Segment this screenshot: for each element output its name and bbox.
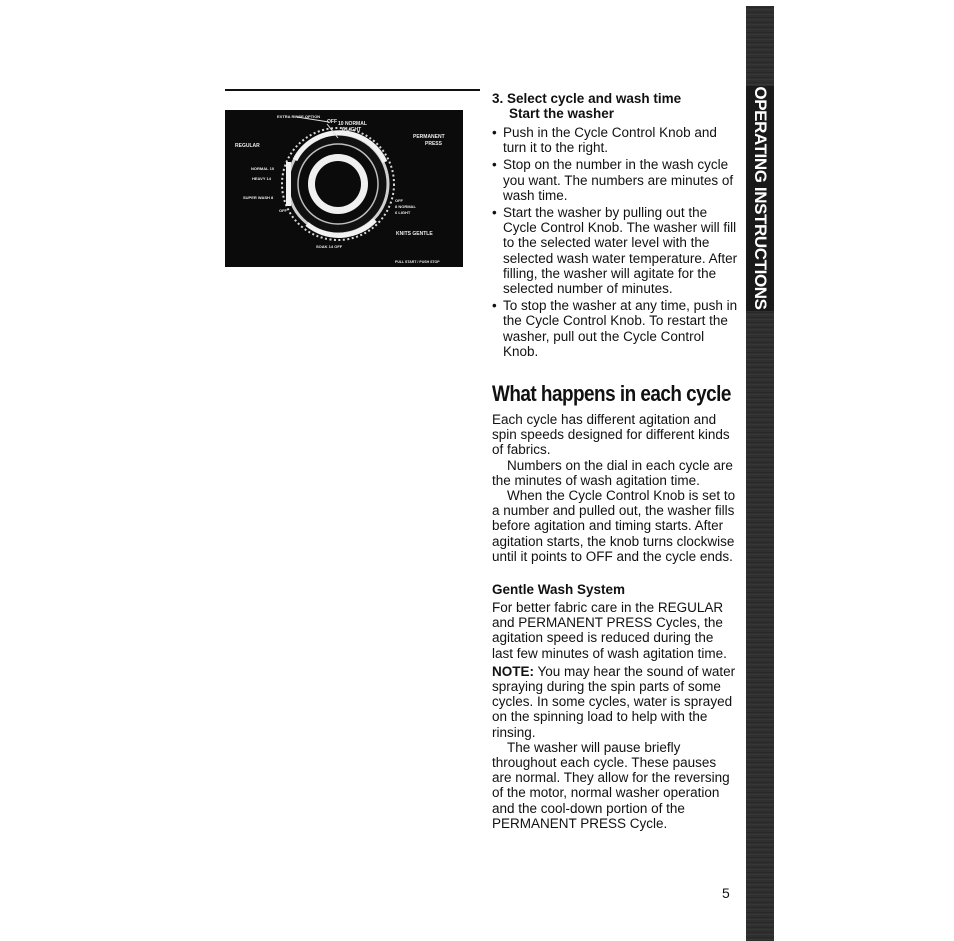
- side-tab-label: OPERATING INSTRUCTIONS: [751, 86, 770, 310]
- cycle-dial-illustration: [225, 110, 463, 267]
- step3-subtitle: Start the washer: [509, 106, 615, 121]
- dial-label-off-top: OFF: [327, 119, 337, 125]
- step3-section: [492, 91, 738, 361]
- dial-label-10-normal: 10 NORMAL: [338, 121, 367, 127]
- step3-title: 3. Select cycle and wash time: [492, 91, 682, 106]
- dial-label-regular: REGULAR: [235, 143, 260, 149]
- dial-label-soak: SOAK 14 OFF: [316, 244, 343, 249]
- gentle-wash-heading: Gentle Wash System: [492, 582, 626, 598]
- pause-para: The washer will pause briefly throughout each cycle. These pauses are normal. They allow for the reversing of the motor, normal washer operation and the cool-down portion of the PERMANENT PRESS Cycle.: [492, 739, 730, 831]
- dial-label-heavy-14: HEAVY 14: [252, 176, 271, 181]
- page-number: 5: [722, 885, 730, 901]
- dial-label-normal-10: NORMAL 10: [251, 166, 275, 171]
- cycle-para-1: Each cycle has different agitation and spin speeds designed for different kinds of fabrics.: [492, 412, 730, 458]
- step3-bullet: • To stop the washer at any time, push in the Cycle Control Knob. To restart the washer, pull out the Cycle Control Knob.: [492, 298, 738, 359]
- gentle-wash-para: For better fabric care in the REGULAR and PERMANENT PRESS Cycles, the agitation speed is reduced during the last few minutes of wash agitation time.: [492, 600, 727, 661]
- cycle-section-heading: What happens in each cycle: [492, 381, 731, 406]
- dial-label-6-light-2: 6 LIGHT: [395, 210, 411, 215]
- cycle-section-body: [492, 412, 738, 831]
- dial-label-permanent: PERMANENT: [413, 134, 445, 140]
- side-tab-label-wrap: [747, 86, 773, 310]
- dial-label-press: PRESS: [425, 141, 442, 147]
- step3-heading: [492, 91, 738, 121]
- dial-label-super-wash: SUPER WASH 8: [243, 195, 274, 200]
- step3-bullet: • Start the washer by pulling out the Cycle Control Knob. The washer will fill to the selected water level with the selected wash water temperature. After filling, the washer will agitate for the selected number of minutes.: [492, 205, 738, 296]
- dial-label-extra-rinse: EXTRA RINSE OPTION: [277, 114, 321, 119]
- dial-knob-center: [315, 161, 361, 207]
- step3-bullet: • Stop on the number in the wash cycle you want. The numbers are minutes of wash time.: [492, 157, 738, 203]
- note-label: NOTE:: [492, 663, 534, 679]
- dial-label-6-light: 6 LIGHT: [342, 127, 362, 133]
- step3-bullet-list: [492, 125, 738, 359]
- dial-label-8-normal: 8 NORMAL: [395, 204, 416, 209]
- dial-label-off-left: OFF: [279, 208, 287, 213]
- note-text: You may hear the sound of water spraying during the spin parts of some cycles. In some cycles, water is sprayed on the spinning load to help with the rinsing.: [492, 663, 736, 740]
- cycle-para-3: When the Cycle Control Knob is set to a number and pulled out, the washer fills before agitation and timing starts. After agitation starts, the knob turns clockwise until it points to OFF and the cycle ends.: [492, 488, 736, 564]
- step3-bullet: • Push in the Cycle Control Knob and turn it to the right.: [492, 125, 738, 155]
- top-rule: [225, 89, 480, 91]
- side-tab: [746, 6, 774, 941]
- note-para: [492, 664, 738, 740]
- dial-left-bar: [286, 162, 291, 206]
- dial-label-pull-push: PULL START / PUSH STOP: [395, 260, 440, 264]
- dial-label-knits-gentle: KNITS GENTLE: [396, 231, 433, 237]
- cycle-para-2: Numbers on the dial in each cycle are the minutes of wash agitation time.: [492, 457, 733, 488]
- dial-label-off-right: OFF: [395, 198, 403, 203]
- dial-svg: [225, 110, 463, 267]
